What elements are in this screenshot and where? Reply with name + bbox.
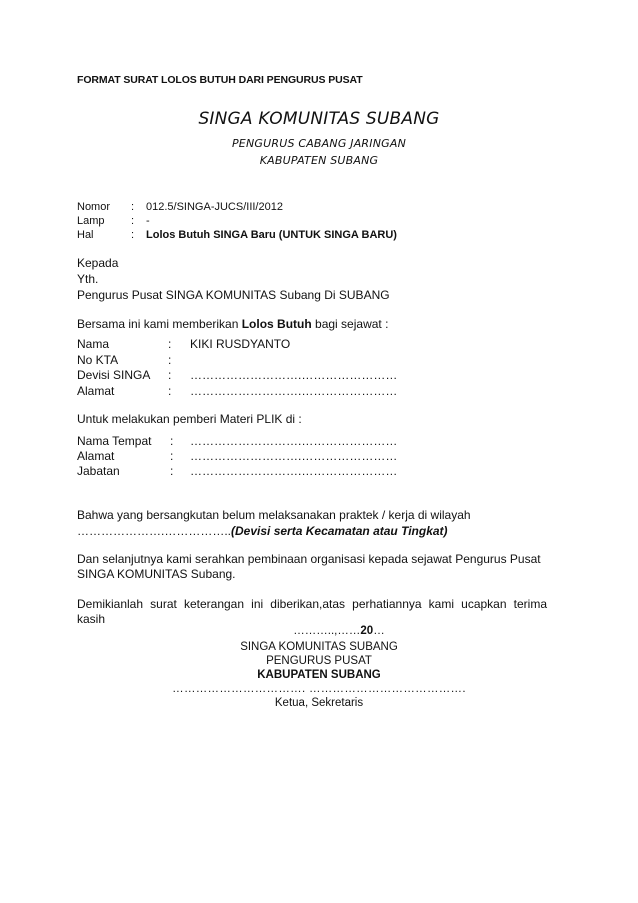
signature-date bbox=[0, 624, 638, 638]
signature-roles: Ketua, Sekretaris bbox=[274, 697, 364, 709]
format-heading: FORMAT SURAT LOLOS BUTUH DARI PENGURUS PUSAT bbox=[77, 74, 363, 86]
field-sep: : bbox=[168, 337, 172, 351]
field-label: Jabatan bbox=[77, 464, 120, 478]
field-sep: : bbox=[170, 434, 174, 448]
org-subtitle-2: KABUPATEN SUBANG bbox=[259, 154, 379, 167]
meta-sep: : bbox=[131, 201, 135, 213]
recipient-address: Pengurus Pusat SINGA KOMUNITAS Subang Di SUBANG bbox=[77, 288, 390, 302]
meta-label: Nomor bbox=[77, 201, 111, 213]
meta-value: - bbox=[146, 215, 150, 227]
statement-emphasis: (Devisi serta Kecamatan atau Tingkat) bbox=[231, 524, 448, 538]
org-subtitle-1: PENGURUS CABANG JARINGAN bbox=[231, 137, 407, 150]
field-value: KIKI RUSDYANTO bbox=[190, 337, 291, 351]
date-year: 20 bbox=[360, 625, 374, 637]
date-prefix: ………..,…… bbox=[293, 625, 361, 637]
statement-region bbox=[77, 524, 547, 539]
meta-sep: : bbox=[131, 229, 135, 241]
field-label: Nama Tempat bbox=[77, 434, 152, 448]
field-label: Alamat bbox=[77, 449, 115, 463]
signature-org-2: PENGURUS PUSAT bbox=[266, 655, 372, 667]
intro-line bbox=[77, 317, 537, 332]
field-label: Nama bbox=[77, 337, 110, 351]
field-value: ……………………….…………………… bbox=[190, 368, 398, 382]
statement-line: Bahwa yang bersangkutan belum melaksanakan praktek / kerja di wilayah bbox=[77, 508, 471, 522]
field-sep: : bbox=[168, 368, 172, 382]
field-value: ……………………….…………………… bbox=[190, 384, 398, 398]
closing-paragraph: Demikianlah surat keterangan ini diberikan,atas perhatiannya kami ucapkan terima kasih bbox=[77, 597, 547, 626]
meta-label: Lamp bbox=[77, 215, 105, 227]
intro-before: Bersama ini kami memberikan bbox=[77, 317, 242, 331]
field-sep: : bbox=[170, 449, 174, 463]
signature-org-3: KABUPATEN SUBANG bbox=[257, 669, 381, 681]
meta-label: Hal bbox=[77, 229, 94, 241]
field-value: ……………………….…………………… bbox=[190, 464, 398, 478]
field-sep: : bbox=[168, 353, 172, 367]
signature-org-1: SINGA KOMUNITAS SUBANG bbox=[240, 641, 398, 653]
statement-dots: ………………….…………….. bbox=[77, 524, 232, 538]
field-sep: : bbox=[168, 384, 172, 398]
meta-value: Lolos Butuh SINGA Baru (UNTUK SINGA BARU) bbox=[146, 229, 397, 241]
intro-after: bagi sejawat : bbox=[311, 317, 389, 331]
org-name: SINGA KOMUNITAS SUBANG bbox=[198, 109, 440, 129]
recipient-yth: Yth. bbox=[77, 272, 99, 286]
field-value: ……………………….…………………… bbox=[190, 434, 398, 448]
field-label: Devisi SINGA bbox=[77, 368, 151, 382]
date-suffix: … bbox=[373, 625, 385, 637]
field-label: No KTA bbox=[77, 353, 119, 367]
meta-sep: : bbox=[131, 215, 135, 227]
intro-bold: Lolos Butuh bbox=[241, 317, 312, 331]
field-sep: : bbox=[170, 464, 174, 478]
field-value: ……………………….…………………… bbox=[190, 449, 398, 463]
materi-intro: Untuk melakukan pemberi Materi PLIK di : bbox=[77, 412, 302, 426]
signature-lines: ……………………………. …………………………………. bbox=[172, 683, 466, 695]
meta-value: 012.5/SINGA-JUCS/III/2012 bbox=[146, 201, 283, 213]
handover-paragraph: Dan selanjutnya kami serahkan pembinaan organisasi kepada sejawat Pengurus Pusat SINGA KOMUNITAS Subang. bbox=[77, 552, 541, 581]
field-label: Alamat bbox=[77, 384, 115, 398]
recipient-kepada: Kepada bbox=[77, 256, 119, 270]
